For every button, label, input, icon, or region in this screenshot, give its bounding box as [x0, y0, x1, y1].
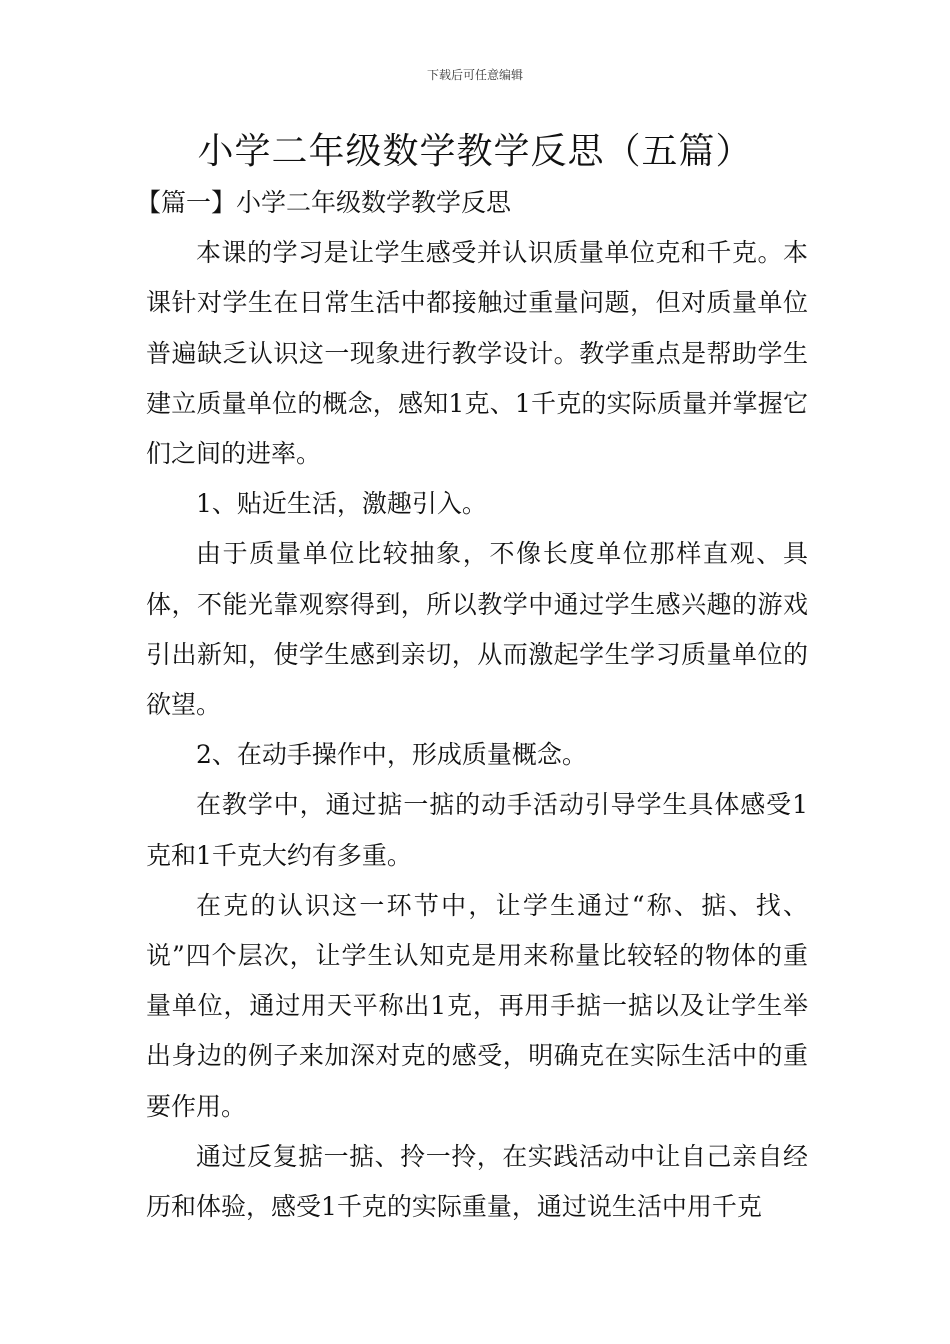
document-body [136, 178, 808, 1232]
section-heading: 【篇一】小学二年级数学教学反思 [136, 188, 512, 217]
paragraph-kilogram-section: 通过反复掂一掂、拎一拎，在实践活动中让自己亲自经历和体验，感受1千克的实际重量，通过说生活中用千克 [146, 1141, 808, 1222]
paragraph-point-2-body: 在教学中，通过掂一掂的动手活动引导学生具体感受1克和1千克大约有多重。 [146, 790, 808, 870]
header-note: 下载后可任意编辑 [426, 68, 523, 82]
document-title: 小学二年级数学教学反思（五篇） [197, 131, 753, 172]
paragraph-point-2: 2、在动手操作中，形成质量概念。 [196, 740, 587, 770]
paragraph-intro: 本课的学习是让学生感受并认识质量单位克和千克。本课针对学生在日常生活中都接触过重量问题，但对质量单位普遍缺乏认识这一现象进行教学设计。教学重点是帮助学生建立质量单位的概念，感知1克、1千克的实际质量并掌握它们之间的进率。 [146, 238, 808, 469]
paragraph-gram-section: 在克的认识这一环节中，让学生通过“称、掂、找、说”四个层次，让学生认知克是用来称量比较轻的物体的重量单位，通过用天平称出1克，再用手掂一掂以及让学生举出身边的例子来加深对克的感受，明确克在实际生活中的重要作用。 [146, 890, 808, 1121]
paragraph-point-1-body: 由于质量单位比较抽象，不像长度单位那样直观、具体，不能光靠观察得到，所以教学中通过学生感兴趣的游戏引出新知，使学生感到亲切，从而激起学生学习质量单位的欲望。 [146, 539, 808, 720]
paragraph-point-1: 1、贴近生活，激趣引入。 [196, 489, 487, 519]
